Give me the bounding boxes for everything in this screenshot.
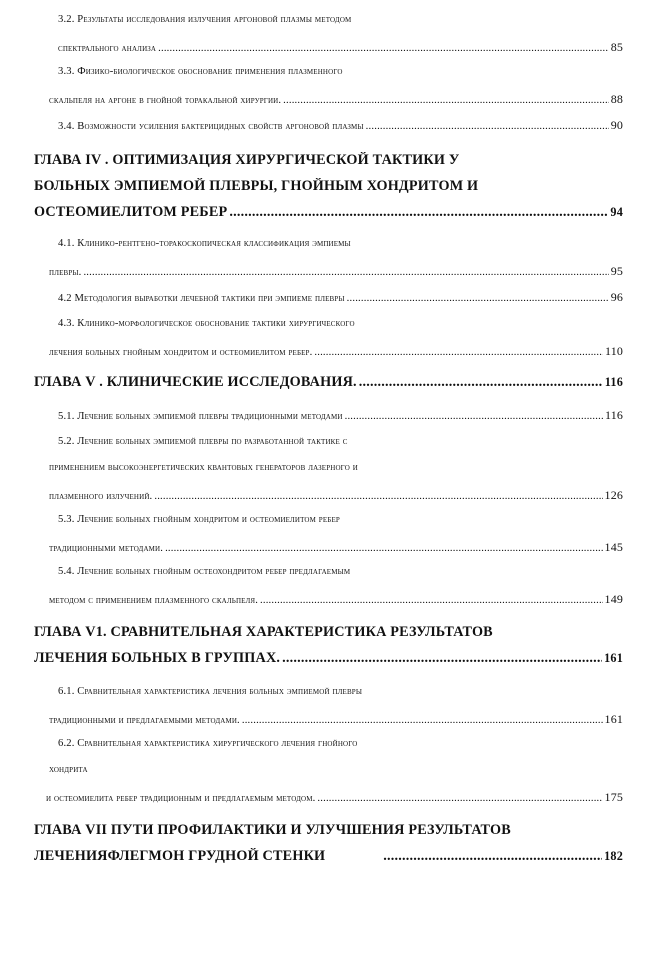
leader-dots xyxy=(158,43,609,54)
toc-entry-6-2-line1 xyxy=(58,738,357,749)
toc-page-number: 161 xyxy=(604,712,623,726)
toc-entry-4-1-line2 xyxy=(49,264,623,279)
toc-entry-text: 5.2. Лечение больных эмпиемой плевры по разработанной тактике с xyxy=(58,436,348,447)
toc-entry-5-2-line1 xyxy=(58,436,348,447)
chapter-title: ЛЕЧЕНИЯ БОЛЬНЫХ В ГРУППАХ. xyxy=(34,650,281,666)
toc-entry-3-4 xyxy=(58,118,623,133)
leader-dots xyxy=(359,374,603,391)
chapter-4-heading-line2 xyxy=(34,178,478,195)
toc-entry-text: 3.2. Результаты исследования излучения аргоновой плазмы методом xyxy=(58,14,352,25)
toc-entry-6-2-line3 xyxy=(46,790,623,805)
toc-page-number: 88 xyxy=(610,92,623,106)
toc-entry-3-3-line1 xyxy=(58,66,343,77)
toc-entry-3-2-line1 xyxy=(58,14,351,25)
toc-entry-text: плазменного излучений. xyxy=(49,491,153,502)
leader-dots xyxy=(282,650,602,667)
chapter-title: БОЛЬНЫХ ЭМПИЕМОЙ ПЛЕВРЫ, ГНОЙНЫМ ХОНДРИТОМ И xyxy=(34,178,479,194)
toc-page-number: 116 xyxy=(604,375,623,389)
chapter-title: ГЛАВА V . КЛИНИЧЕСКИЕ ИССЛЕДОВАНИЯ. xyxy=(34,374,357,390)
toc-entry-text: лечения больных гнойным хондритом и остеомиелитом ребер. xyxy=(49,347,313,358)
toc-page-number: 85 xyxy=(610,40,623,54)
chapter-7-heading-line2 xyxy=(34,848,623,865)
leader-dots xyxy=(283,95,609,106)
toc-entry-5-3-line2 xyxy=(49,540,623,555)
leader-dots xyxy=(366,121,609,132)
toc-entry-text: 3.4. Возможности усиления бактерицидных свойств аргоновой плазмы xyxy=(58,121,364,132)
toc-entry-5-4-line1 xyxy=(58,566,350,577)
toc-entry-text: 5.1. Лечение больных эмпиемой плевры традиционными методами xyxy=(58,411,343,422)
toc-entry-3-3-line2 xyxy=(49,92,623,107)
toc-entry-text: 4.3. Клинико-морфологическое обоснование тактики хирургического xyxy=(58,318,355,329)
toc-entry-5-3-line1 xyxy=(58,514,340,525)
toc-entry-5-4-line2 xyxy=(49,592,623,607)
toc-entry-text: скальпеля на аргоне в гнойной торакальной хирургии. xyxy=(49,95,282,106)
toc-entry-5-2-line2 xyxy=(49,462,358,473)
toc-entry-text: и остеомиелита ребер традиционным и предлагаемым методом. xyxy=(46,793,316,804)
toc-entry-text: 4.1. Клинико-рентгено-торакоскопическая классификация эмпиемы xyxy=(58,238,351,249)
chapter-6-heading-line1 xyxy=(34,624,493,641)
toc-page-number: 96 xyxy=(610,290,623,304)
leader-dots xyxy=(229,204,608,221)
toc-entry-text: 5.3. Лечение больных гнойным хондритом и остеомиелитом ребер xyxy=(58,514,340,525)
leader-dots xyxy=(314,347,603,358)
toc-page-number: 149 xyxy=(604,592,623,606)
chapter-title: ГЛАВА VII ПУТИ ПРОФИЛАКТИКИ И УЛУЧШЕНИЯ РЕЗУЛЬТАТОВ xyxy=(34,822,511,838)
toc-entry-6-1-line1 xyxy=(58,686,362,697)
toc-page-number: 175 xyxy=(604,790,623,804)
toc-page-number: 126 xyxy=(604,488,623,502)
toc-entry-4-3-line1 xyxy=(58,318,355,329)
toc-page-number: 95 xyxy=(610,264,623,278)
toc-page-number: 94 xyxy=(610,205,623,219)
leader-dots xyxy=(383,848,602,865)
leader-dots xyxy=(317,793,602,804)
chapter-4-heading-line1 xyxy=(34,152,459,169)
toc-entry-text: методом с применением плазменного скальпеля. xyxy=(49,595,258,606)
chapter-title: ЛЕЧЕНИЯФЛЕГМОН ГРУДНОЙ СТЕНКИ xyxy=(34,848,326,864)
toc-entry-text: традиционными и предлагаемыми методами. xyxy=(49,715,240,726)
toc-entry-5-1 xyxy=(58,408,623,423)
leader-dots xyxy=(154,491,602,502)
toc-page-number: 90 xyxy=(610,118,623,132)
toc-entry-text: применением высокоэнергетических квантовых генераторов лазерного и xyxy=(49,462,358,473)
toc-entry-5-2-line3 xyxy=(49,488,623,503)
toc-entry-6-2-line2 xyxy=(49,764,88,775)
leader-dots xyxy=(165,543,602,554)
toc-entry-text: 6.2. Сравнительная характеристика хирургического лечения гнойного xyxy=(58,738,358,749)
chapter-5-heading xyxy=(34,374,623,391)
toc-entry-text: хондрита xyxy=(49,764,88,775)
toc-entry-text: 3.3. Физико-биологическое обоснование применения плазменного xyxy=(58,66,343,77)
toc-page-number: 182 xyxy=(604,849,623,863)
chapter-7-heading-line1 xyxy=(34,822,511,839)
toc-entry-4-2 xyxy=(58,290,623,305)
chapter-title: ГЛАВА V1. СРАВНИТЕЛЬНАЯ ХАРАКТЕРИСТИКА РЕЗУЛЬТАТОВ xyxy=(34,624,493,640)
toc-page-number: 110 xyxy=(604,344,623,358)
toc-entry-4-1-line1 xyxy=(58,238,351,249)
leader-dots xyxy=(345,411,603,422)
toc-entry-text: спектрального анализа xyxy=(58,43,157,54)
toc-entry-text: 4.2 Методология выработки лечебной тактики при эмпиеме плевры xyxy=(58,293,345,304)
leader-dots xyxy=(83,267,608,278)
toc-page-number: 116 xyxy=(604,408,623,422)
toc-entry-3-2-line2 xyxy=(58,40,623,55)
toc-entry-text: плевры. xyxy=(49,267,82,278)
toc-entry-6-1-line2 xyxy=(49,712,623,727)
toc-entry-text: традиционными методами. xyxy=(49,543,164,554)
chapter-title: ОСТЕОМИЕЛИТОМ РЕБЕР xyxy=(34,204,228,220)
leader-dots xyxy=(242,715,603,726)
chapter-title: ГЛАВА IV . ОПТИМИЗАЦИЯ ХИРУРГИЧЕСКОЙ ТАКТИКИ У xyxy=(34,152,460,168)
chapter-4-heading-line3 xyxy=(34,204,623,221)
toc-page-number: 145 xyxy=(604,540,623,554)
toc-page-number: 161 xyxy=(604,651,623,665)
leader-dots xyxy=(347,293,609,304)
chapter-6-heading-line2 xyxy=(34,650,623,667)
toc-entry-text: 5.4. Лечение больных гнойным остеохондритом ребер предлагаемым xyxy=(58,566,351,577)
toc-entry-text: 6.1. Сравнительная характеристика лечения больных эмпиемой плевры xyxy=(58,686,363,697)
toc-entry-4-3-line2 xyxy=(49,344,623,359)
leader-dots xyxy=(260,595,603,606)
